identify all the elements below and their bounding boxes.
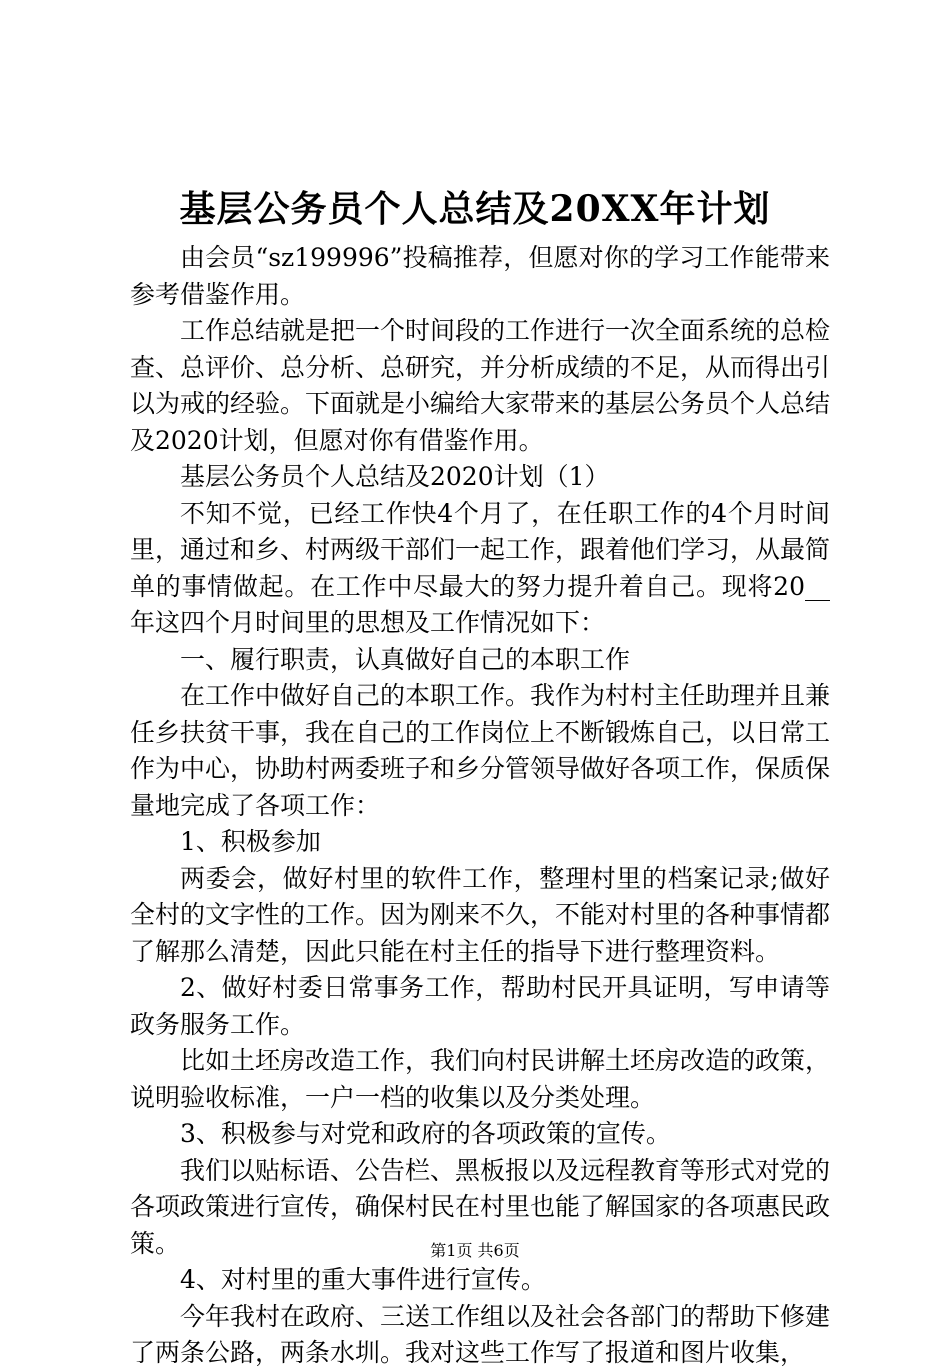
paragraph-duties: 在工作中做好自己的本职工作。我作为村村主任助理并且兼任乡扶贫干事，我在自己的工作岗位上不断锻炼自己，以日常工作为中心，协助村两委班子和乡分管领导做好各项工作，保质保量地完成了各项工作：	[130, 681, 831, 820]
document-title: 基层公务员个人总结及20XX年计划	[179, 188, 771, 230]
page-footer: 第1页 共6页	[430, 1241, 520, 1260]
list-item-4: 4、对村里的重大事件进行宣传。	[180, 1265, 546, 1294]
paragraph-overview: 不知不觉，已经工作快4个月了，在任职工作的4个月时间里，通过和乡、村两级干部们一起工作，跟着他们学习，从最简单的事情做起。在工作中尽最大的努力提升着自己。现将20__年这四个月时间里的思想及工作情况如下：	[130, 498, 831, 637]
paragraph-committee: 两委会，做好村里的软件工作，整理村里的档案记录;做好全村的文字性的工作。因为刚来不久，不能对村里的各种事情都了解那么清楚，因此只能在村主任的指导下进行整理资料。	[130, 863, 831, 966]
paragraph-events: 今年我村在政府、三送工作组以及社会各部门的帮助下修建了两条公路，两条水圳。我对这些工作写了报道和图片收集，	[130, 1301, 831, 1367]
list-item-1: 1、积极参加	[180, 827, 321, 856]
paragraph-intro: 由会员“sz199996”投稿推荐，但愿对你的学习工作能带来参考借鉴作用。	[130, 243, 830, 309]
paragraph-housing: 比如土坯房改造工作，我们向村民讲解土坯房改造的政策，说明验收标准，一户一档的收集以及分类处理。	[130, 1046, 831, 1112]
list-item-2: 2、做好村委日常事务工作，帮助村民开具证明，写申请等政务服务工作。	[130, 973, 830, 1039]
paragraph-propaganda: 我们以贴标语、公告栏、黑板报以及远程教育等形式对党的各项政策进行宣传，确保村民在村里也能了解国家的各项惠民政策。	[130, 1155, 831, 1258]
list-item-3: 3、积极参与对党和政府的各项政策的宣传。	[180, 1119, 671, 1148]
paragraph-summary-definition: 工作总结就是把一个时间段的工作进行一次全面系统的总检查、总评价、总分析、总研究，并分析成绩的不足，从而得出引以为戒的经验。下面就是小编给大家带来的基层公务员个人总结及2020计划，但愿对你有借鉴作用。	[130, 316, 831, 455]
subheading-duties: 一、履行职责，认真做好自己的本职工作	[180, 644, 631, 674]
document-body	[130, 240, 830, 1372]
section-heading-1: 基层公务员个人总结及2020计划（1）	[180, 462, 610, 491]
